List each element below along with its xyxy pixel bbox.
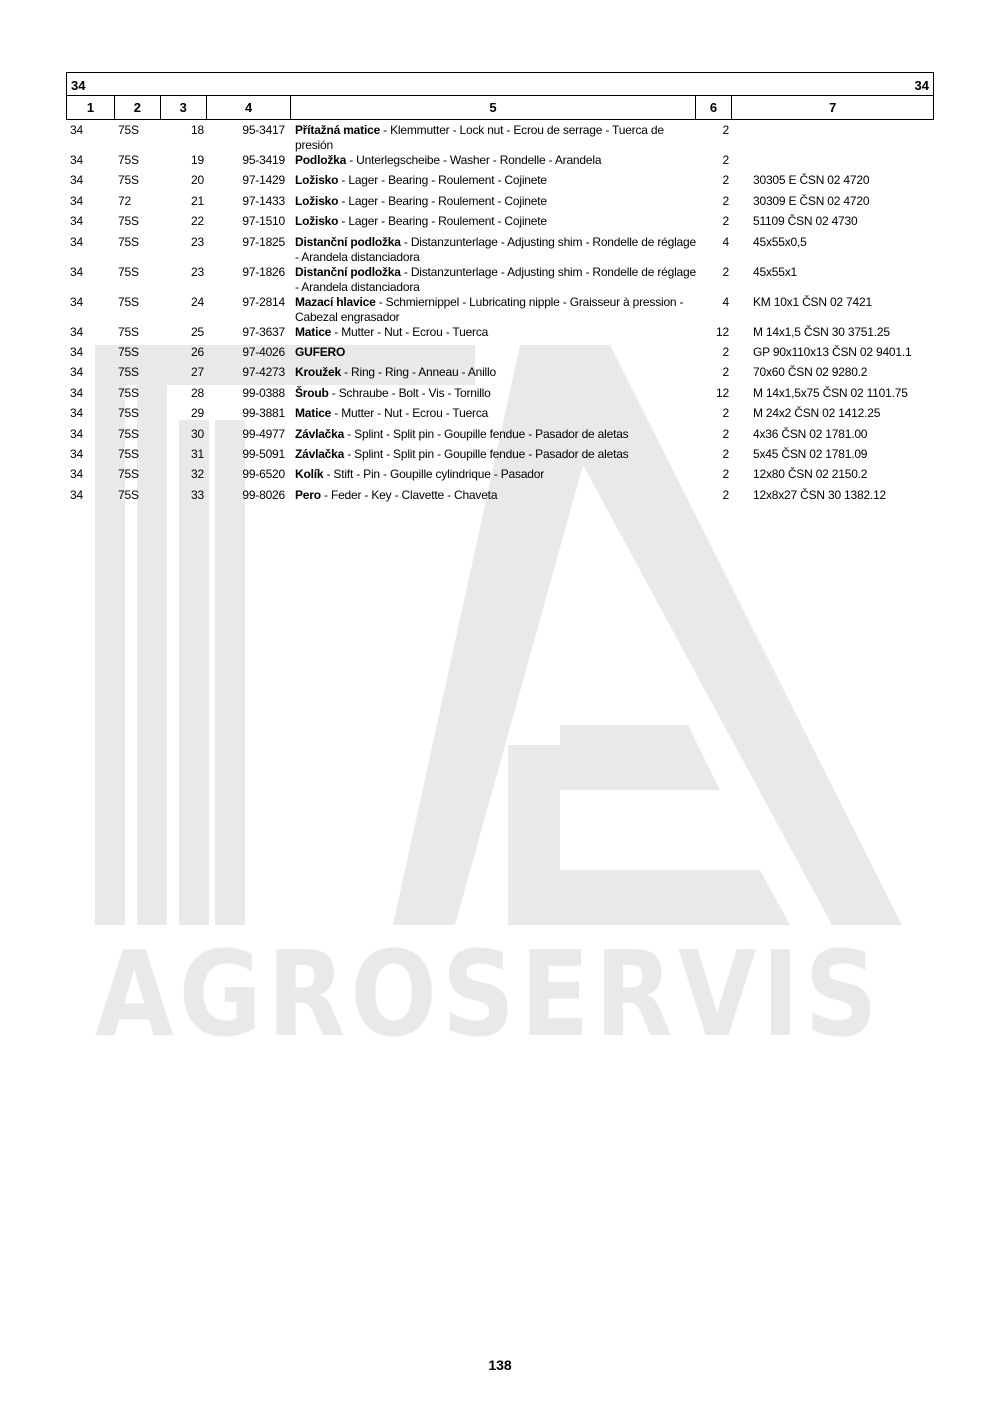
cell-quantity: 2 bbox=[722, 173, 729, 188]
cell-model: 75S bbox=[118, 214, 139, 229]
cell-description bbox=[291, 386, 696, 401]
cell-description bbox=[291, 235, 696, 265]
cell-model: 75S bbox=[118, 234, 139, 249]
cell-position: 23 bbox=[191, 264, 204, 279]
cell-quantity: 2 bbox=[722, 426, 729, 441]
part-name: Závlačka bbox=[295, 446, 345, 461]
cell-position: 25 bbox=[191, 324, 204, 339]
column-header-5: 5 bbox=[291, 96, 695, 119]
cell-quantity: 2 bbox=[722, 365, 729, 380]
cell-model: 75S bbox=[118, 294, 139, 309]
cell-group: 34 bbox=[70, 264, 83, 279]
cell-group: 34 bbox=[70, 153, 83, 167]
table-row bbox=[66, 194, 934, 214]
cell-part-number: 97-4026 bbox=[242, 344, 285, 359]
cell-group: 34 bbox=[70, 294, 83, 309]
part-translations: - Distanzunterlage - Adjusting shim - Rondelle de réglage - Arandela distanciadora bbox=[295, 234, 696, 264]
cell-model: 75S bbox=[118, 467, 139, 482]
cell-group: 34 bbox=[70, 123, 83, 137]
part-translations: - Lager - Bearing - Roulement - Cojinete bbox=[338, 193, 547, 208]
cell-model: 75S bbox=[118, 446, 139, 461]
part-name: Pero bbox=[295, 487, 321, 502]
column-headers bbox=[67, 96, 933, 119]
cell-group: 34 bbox=[70, 467, 83, 482]
column-header-7: 7 bbox=[829, 100, 837, 115]
cell-group: 34 bbox=[70, 324, 83, 339]
cell-model: 75S bbox=[118, 264, 139, 279]
part-translations: - Stift - Pin - Goupille cylindrique - Pasador bbox=[323, 467, 545, 482]
cell-position: 18 bbox=[191, 123, 204, 137]
part-translations: - Schmiernippel - Lubricating nipple - Graisseur à pression - Cabezal engrasador bbox=[295, 294, 684, 324]
column-header-2: 2 bbox=[115, 96, 161, 119]
cell-description bbox=[291, 123, 696, 153]
column-header-4: 4 bbox=[207, 96, 292, 119]
cell-part-number: 95-3417 bbox=[242, 123, 285, 137]
cell-part-number: 99-0388 bbox=[242, 385, 285, 400]
part-translations: - Distanzunterlage - Adjusting shim - Rondelle de réglage - Arandela distanciadora bbox=[295, 264, 696, 294]
table-row bbox=[66, 214, 934, 234]
cell-part-number: 97-1433 bbox=[242, 193, 285, 208]
cell-quantity: 12 bbox=[716, 385, 729, 400]
cell-position: 30 bbox=[191, 426, 204, 441]
cell-quantity: 2 bbox=[722, 214, 729, 229]
part-translations: - Ring - Ring - Anneau - Anillo bbox=[340, 365, 496, 380]
part-name: Ložisko bbox=[295, 173, 339, 188]
cell-specification: KM 10x1 ČSN 02 7421 bbox=[753, 294, 872, 309]
cell-group: 34 bbox=[70, 365, 83, 380]
cell-position: 31 bbox=[191, 446, 204, 461]
table-row bbox=[66, 265, 934, 295]
part-name: Mazací hlavice bbox=[295, 294, 376, 309]
cell-quantity: 2 bbox=[722, 487, 729, 502]
part-translations: - Schraube - Bolt - Vis - Tornillo bbox=[328, 385, 491, 400]
cell-quantity: 2 bbox=[722, 344, 729, 359]
group-number-left: 34 bbox=[71, 78, 86, 93]
cell-part-number: 97-1826 bbox=[242, 264, 285, 279]
cell-group: 34 bbox=[70, 173, 83, 188]
cell-specification: GP 90x110x13 ČSN 02 9401.1 bbox=[753, 344, 912, 359]
part-name: Přítažná matice bbox=[295, 123, 381, 137]
table-row bbox=[66, 467, 934, 487]
cell-quantity: 2 bbox=[722, 153, 729, 167]
cell-part-number: 97-3637 bbox=[242, 324, 285, 339]
cell-quantity: 2 bbox=[722, 193, 729, 208]
part-translations: - Unterlegscheibe - Washer - Rondelle - Arandela bbox=[346, 153, 602, 167]
part-name: Závlačka bbox=[295, 426, 345, 441]
part-translations: - Klemmutter - Lock nut - Ecrou de serrage - Tuerca de presión bbox=[295, 123, 664, 152]
cell-position: 33 bbox=[191, 487, 204, 502]
cell-description bbox=[291, 325, 696, 340]
cell-quantity: 4 bbox=[722, 234, 729, 249]
cell-quantity: 2 bbox=[722, 264, 729, 279]
cell-quantity: 12 bbox=[716, 324, 729, 339]
table-row bbox=[66, 123, 934, 153]
column-header-3: 3 bbox=[161, 96, 207, 119]
cell-position: 28 bbox=[191, 385, 204, 400]
part-name: Ložisko bbox=[295, 193, 339, 208]
cell-model: 75S bbox=[118, 123, 139, 137]
cell-model: 75S bbox=[118, 426, 139, 441]
table-row bbox=[66, 325, 934, 345]
watermark-wordmark: AGROSERVIS bbox=[95, 925, 883, 1063]
cell-part-number: 97-2814 bbox=[242, 294, 285, 309]
table-row bbox=[66, 345, 934, 365]
table-row bbox=[66, 235, 934, 265]
cell-position: 29 bbox=[191, 406, 204, 421]
part-translations: - Lager - Bearing - Roulement - Cojinete bbox=[338, 214, 547, 229]
cell-description bbox=[291, 173, 696, 188]
cell-group: 34 bbox=[70, 234, 83, 249]
cell-quantity: 2 bbox=[722, 467, 729, 482]
cell-quantity: 2 bbox=[722, 406, 729, 421]
cell-specification: 12x8x27 ČSN 30 1382.12 bbox=[753, 487, 887, 502]
part-name: GUFERO bbox=[295, 344, 346, 359]
table-row bbox=[66, 406, 934, 426]
cell-model: 75S bbox=[118, 365, 139, 380]
cell-part-number: 99-6520 bbox=[242, 467, 285, 482]
cell-group: 34 bbox=[70, 214, 83, 229]
parts-sheet bbox=[66, 72, 934, 508]
part-translations: - Mutter - Nut - Ecrou - Tuerca bbox=[331, 406, 489, 421]
cell-model: 75S bbox=[118, 406, 139, 421]
cell-position: 23 bbox=[191, 234, 204, 249]
cell-specification: 45x55x0,5 bbox=[753, 234, 807, 249]
cell-part-number: 99-8026 bbox=[242, 487, 285, 502]
cell-part-number: 95-3419 bbox=[242, 153, 285, 167]
cell-part-number: 99-5091 bbox=[242, 446, 285, 461]
cell-specification: 5x45 ČSN 02 1781.09 bbox=[753, 446, 868, 461]
cell-group: 34 bbox=[70, 487, 83, 502]
cell-model: 75S bbox=[118, 385, 139, 400]
cell-group: 34 bbox=[70, 446, 83, 461]
cell-model: 75S bbox=[118, 324, 139, 339]
table-row bbox=[66, 488, 934, 508]
cell-part-number: 99-4977 bbox=[242, 426, 285, 441]
part-name: Matice bbox=[295, 324, 332, 339]
table-row bbox=[66, 386, 934, 406]
cell-model: 75S bbox=[118, 153, 139, 167]
table-row bbox=[66, 295, 934, 325]
cell-specification: 45x55x1 bbox=[753, 264, 797, 279]
cell-group: 34 bbox=[70, 344, 83, 359]
cell-description bbox=[291, 214, 696, 229]
cell-group: 34 bbox=[70, 426, 83, 441]
part-name: Podložka bbox=[295, 153, 347, 167]
part-name: Kroužek bbox=[295, 365, 341, 380]
cell-model: 75S bbox=[118, 173, 139, 188]
cell-part-number: 97-1510 bbox=[242, 214, 285, 229]
cell-specification: M 24x2 ČSN 02 1412.25 bbox=[753, 406, 881, 421]
cell-group: 34 bbox=[70, 193, 83, 208]
cell-specification: M 14x1,5x75 ČSN 02 1101.75 bbox=[753, 385, 908, 400]
cell-position: 19 bbox=[191, 153, 204, 167]
cell-part-number: 97-1429 bbox=[242, 173, 285, 188]
column-header-6: 6 bbox=[696, 96, 733, 119]
column-header-1: 1 bbox=[67, 96, 115, 119]
part-name: Šroub bbox=[295, 385, 329, 400]
cell-description bbox=[291, 153, 696, 168]
part-translations: - Feder - Key - Clavette - Chaveta bbox=[320, 487, 498, 502]
cell-description bbox=[291, 467, 696, 482]
cell-part-number: 99-3881 bbox=[242, 406, 285, 421]
part-name: Distanční podložka bbox=[295, 234, 401, 249]
cell-specification: 30305 E ČSN 02 4720 bbox=[753, 173, 870, 188]
cell-specification: 30309 E ČSN 02 4720 bbox=[753, 193, 870, 208]
cell-position: 22 bbox=[191, 214, 204, 229]
cell-part-number: 97-1825 bbox=[242, 234, 285, 249]
parts-list bbox=[66, 123, 934, 508]
cell-group: 34 bbox=[70, 385, 83, 400]
cell-description bbox=[291, 406, 696, 421]
cell-description bbox=[291, 365, 696, 380]
cell-position: 20 bbox=[191, 173, 204, 188]
table-row bbox=[66, 427, 934, 447]
cell-description bbox=[291, 447, 696, 462]
group-number-right: 34 bbox=[914, 78, 929, 93]
cell-description bbox=[291, 427, 696, 442]
part-translations: - Splint - Split pin - Goupille fendue - Pasador de aletas bbox=[344, 446, 629, 461]
part-name: Matice bbox=[295, 406, 332, 421]
table-header bbox=[66, 72, 934, 120]
part-translations: - Splint - Split pin - Goupille fendue - Pasador de aletas bbox=[344, 426, 629, 441]
cell-specification: 70x60 ČSN 02 9280.2 bbox=[753, 365, 868, 380]
cell-model: 75S bbox=[118, 344, 139, 359]
cell-position: 24 bbox=[191, 294, 204, 309]
cell-part-number: 97-4273 bbox=[242, 365, 285, 380]
part-translations: - Mutter - Nut - Ecrou - Tuerca bbox=[331, 324, 489, 339]
cell-specification: 12x80 ČSN 02 2150.2 bbox=[753, 467, 868, 482]
cell-group: 34 bbox=[70, 406, 83, 421]
table-row bbox=[66, 365, 934, 385]
cell-description bbox=[291, 345, 696, 360]
cell-description bbox=[291, 194, 696, 209]
cell-position: 21 bbox=[191, 193, 204, 208]
cell-description bbox=[291, 488, 696, 503]
cell-quantity: 2 bbox=[722, 123, 729, 137]
cell-quantity: 4 bbox=[722, 294, 729, 309]
part-name: Ložisko bbox=[295, 214, 339, 229]
cell-quantity: 2 bbox=[722, 446, 729, 461]
cell-position: 27 bbox=[191, 365, 204, 380]
table-row bbox=[66, 153, 934, 173]
cell-position: 32 bbox=[191, 467, 204, 482]
cell-specification: 4x36 ČSN 02 1781.00 bbox=[753, 426, 868, 441]
table-row bbox=[66, 173, 934, 193]
group-header bbox=[67, 73, 933, 96]
cell-model: 75S bbox=[118, 487, 139, 502]
part-translations: - Lager - Bearing - Roulement - Cojinete bbox=[338, 173, 547, 188]
cell-specification: M 14x1,5 ČSN 30 3751.25 bbox=[753, 324, 890, 339]
cell-specification: 51109 ČSN 02 4730 bbox=[753, 214, 858, 229]
cell-description bbox=[291, 265, 696, 295]
table-row bbox=[66, 447, 934, 467]
part-name: Distanční podložka bbox=[295, 264, 401, 279]
cell-model: 72 bbox=[118, 193, 131, 208]
part-name: Kolík bbox=[295, 467, 324, 482]
cell-description bbox=[291, 295, 696, 325]
cell-position: 26 bbox=[191, 344, 204, 359]
page-number: 138 bbox=[488, 1357, 512, 1373]
